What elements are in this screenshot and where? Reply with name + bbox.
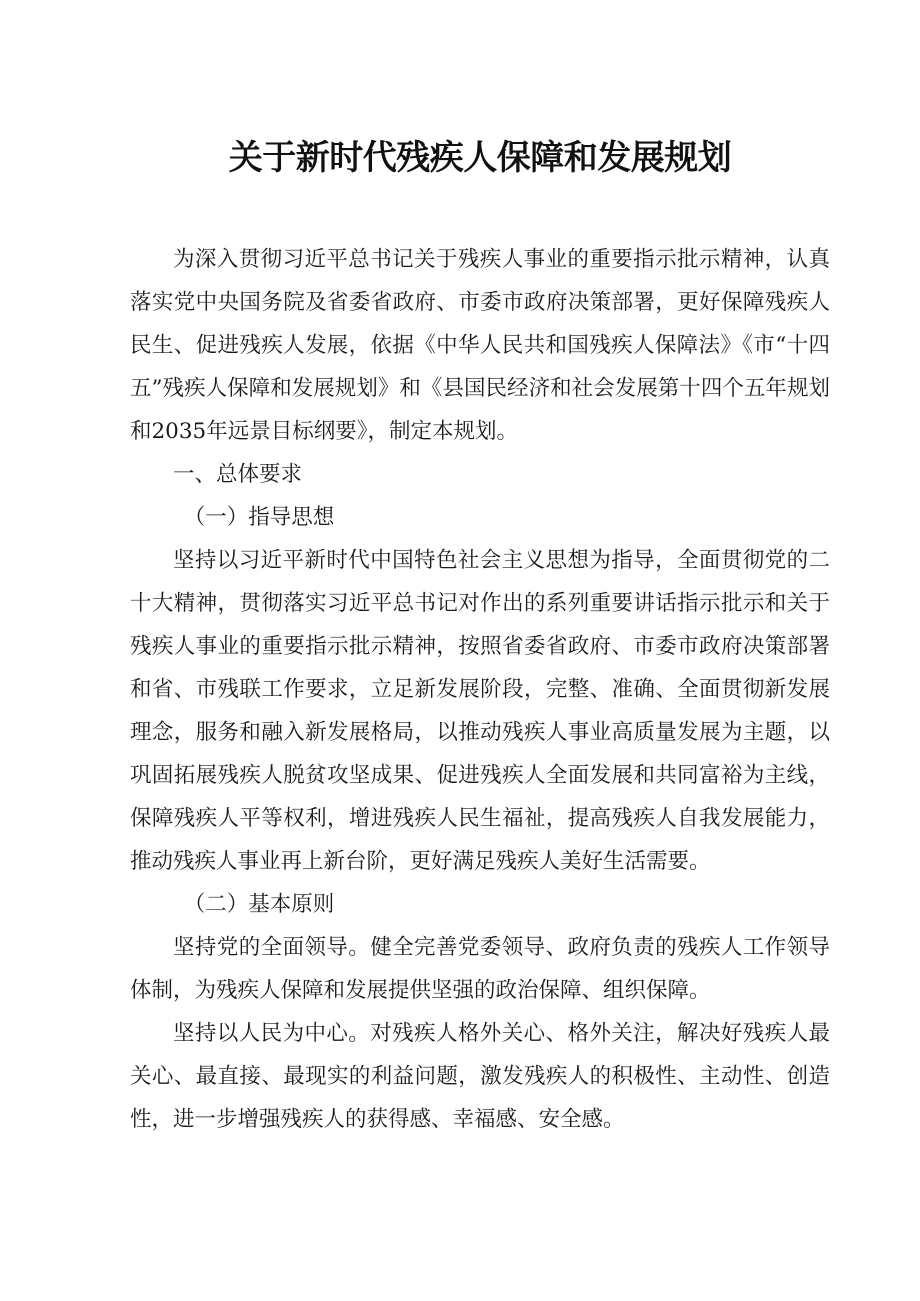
guiding-ideology-paragraph: 坚持以习近平新时代中国特色社会主义思想为指导，全面贯彻党的二十大精神，贯彻落实习近平总书记对作出的系列重要讲话指示批示和关于残疾人事业的重要指示批示精神，按照省委省政府、市委市政府决策部署和省、市残联工作要求，立足新发展阶段，完整、准确、全面贯彻新发展理念，服务和融入新发展格局，以推动残疾人事业高质量发展为主题，以巩固拓展残疾人脱贫攻坚成果、促进残疾人全面发展和共同富裕为主线，保障残疾人平等权利，增进残疾人民生福祉，提高残疾人自我发展能力，推动残疾人事业再上新台阶，更好满足残疾人美好生活需要。 (130, 548, 830, 874)
document-title: 关于新时代残疾人保障和发展规划 (228, 138, 732, 178)
principle-party-leadership-paragraph: 坚持党的全面领导。健全完善党委领导、政府负责的残疾人工作领导体制，为残疾人保障和发展提供坚强的政治保障、组织保障。 (130, 935, 830, 1003)
principle-people-centered-paragraph: 坚持以人民为中心。对残疾人格外关心、格外关注，解决好残疾人最关心、最直接、最现实的利益问题，激发残疾人的积极性、主动性、创造性，进一步增强残疾人的获得感、幸福感、安全感。 (130, 1021, 830, 1132)
intro-paragraph: 为深入贯彻习近平总书记关于残疾人事业的重要指示批示精神，认真落实党中央国务院及省委省政府、市委市政府决策部署，更好保障残疾人民生、促进残疾人发展，依据《中华人民共和国残疾人保障法》《市“十四五”残疾人保障和发展规划》和《县国民经济和社会发展第十四个五年规划和2035年远景目标纲要》，制定本规划。 (130, 247, 830, 444)
section-heading-overall-requirements: 一、总体要求 (173, 462, 303, 487)
subsection-heading-basic-principles: （二）基本原则 (183, 892, 335, 917)
subsection-heading-guiding-ideology: （一）指导思想 (183, 505, 335, 530)
document-body (130, 238, 830, 1141)
